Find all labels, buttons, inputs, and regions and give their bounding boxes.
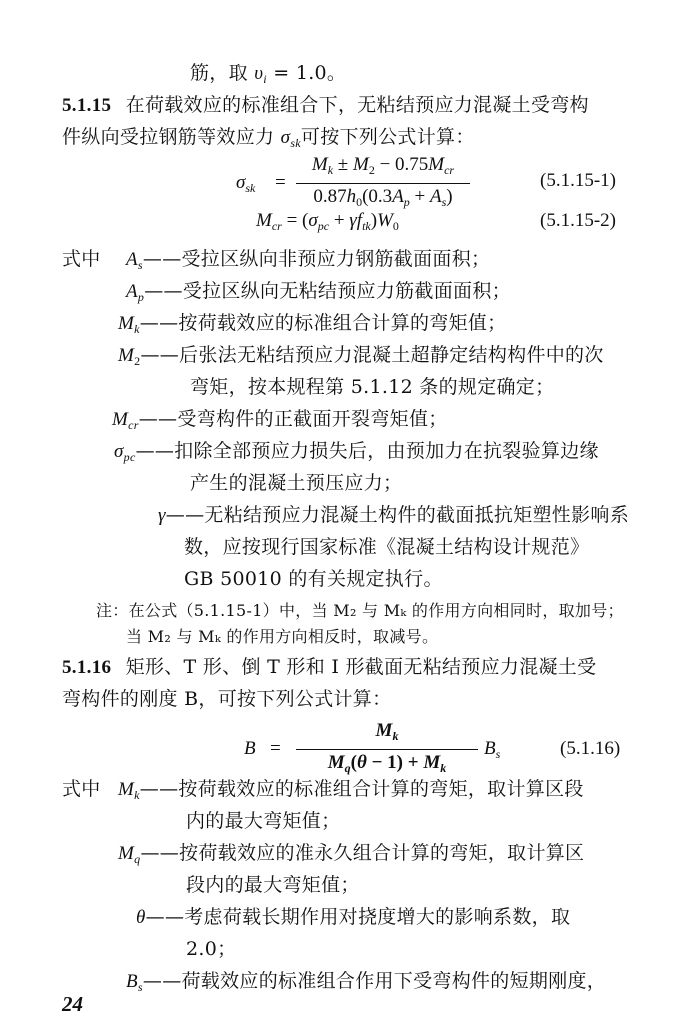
section-5-1-15-line2 <box>62 124 475 156</box>
sigma-symbol: σ <box>280 127 291 148</box>
definition-continuation: 段内的最大弯矩值； <box>186 874 360 896</box>
def-text: ——按荷载效应的标准组合计算的弯矩，取计算区段 <box>139 778 584 800</box>
def-text: ——受弯构件的正截面开裂弯矩值； <box>138 408 448 430</box>
eq1-lhs-subscript: sk <box>245 181 256 195</box>
section-text: 可按下列公式计算： <box>300 126 475 148</box>
def-symbol: A <box>126 249 138 270</box>
def-symbol: M <box>118 779 135 800</box>
definition-item <box>126 278 511 310</box>
eq3-tag: (5.1.16) <box>560 738 621 759</box>
continuation-suffix: = 1.0。 <box>266 62 347 84</box>
def-subscript: s <box>137 980 143 994</box>
equation-5-1-15-2: $M_{cr} = (\sigma_{pc} + \gamma f_{tk})W_0$ <box>256 210 399 233</box>
def-text: ——扣除全部预应力损失后，由预加力在抗裂验算边缘 <box>135 440 599 462</box>
definition-continuation: GB 50010 的有关规定执行。 <box>184 568 443 590</box>
definition-item <box>112 406 448 438</box>
definition-continuation: 内的最大弯矩值； <box>186 810 341 832</box>
eq3-fraction-bar <box>296 749 478 750</box>
def-subscript: k <box>134 788 140 802</box>
eq1-fraction-bar <box>296 183 470 184</box>
def-text: ——受拉区纵向非预应力钢筋截面面积； <box>142 248 491 270</box>
definition-continuation: 数，应按现行国家标准《混凝土结构设计规范》 <box>184 536 590 558</box>
eq3-rhs-symbol: B <box>484 738 496 759</box>
section-text: 件纵向受拉钢筋等效应力 <box>62 126 281 148</box>
definition-item <box>114 438 599 470</box>
section-text: 在荷载效应的标准组合下，无粘结预应力混凝土受弯构 <box>125 94 589 116</box>
def-symbol: M <box>118 345 135 366</box>
section-5-1-16-line1 <box>62 654 596 681</box>
definition-item <box>118 342 604 374</box>
continuation-line <box>190 60 346 92</box>
eq1-lhs <box>236 172 255 196</box>
eq1-lhs-symbol: σ <box>236 172 246 193</box>
sigma-subscript: sk <box>290 136 301 150</box>
definition-item <box>136 904 570 931</box>
def-text: ——后张法无粘结预应力混凝土超静定结构构件中的次 <box>140 344 604 366</box>
def-text: ——按荷载效应的准永久组合计算的弯矩，取计算区 <box>140 842 585 864</box>
definition-continuation: 2.0； <box>186 938 237 960</box>
upsilon-subscript: i <box>263 72 267 86</box>
def-symbol: θ <box>136 907 146 928</box>
where-label: 式中 <box>62 248 101 270</box>
def-text: ——受拉区纵向无粘结预应力筋截面面积； <box>144 280 511 302</box>
def-subscript: pc <box>123 450 136 464</box>
section-5-1-16-line2: 弯构件的刚度 B，可按下列公式计算： <box>62 688 392 710</box>
definition-item <box>118 840 584 872</box>
def-symbol: γ <box>158 505 166 526</box>
definition-continuation: 产生的混凝土预压应力； <box>190 472 403 494</box>
definition-item <box>118 776 584 808</box>
def-subscript: 2 <box>134 354 141 368</box>
eq3-lhs: B <box>244 738 256 759</box>
note-line-1: 注：在公式（5.1.15-1）中，当 M₂ 与 Mₖ 的作用方向相同时，取加号； <box>96 601 624 620</box>
eq1-tag: (5.1.15-1) <box>540 170 616 191</box>
definition-continuation: 弯矩，按本规程第 5.1.12 条的规定确定； <box>190 376 555 398</box>
def-symbol: M <box>118 843 135 864</box>
eq3-rhs-subscript: s <box>495 747 501 761</box>
def-subscript: q <box>134 852 141 866</box>
definition-item <box>158 502 629 529</box>
eq2-tag: (5.1.15-2) <box>540 210 616 231</box>
def-symbol: M <box>118 313 135 334</box>
def-symbol: σ <box>114 441 124 462</box>
eq1-equals: = <box>275 172 286 193</box>
def-text: ——按荷载效应的标准组合计算的弯矩值； <box>139 312 507 334</box>
def-subscript: s <box>137 258 143 272</box>
upsilon-symbol: υ <box>254 63 264 84</box>
section-5-1-15-line1 <box>62 92 589 119</box>
def-symbol: M <box>112 409 129 430</box>
section-number: 5.1.15 <box>62 95 112 116</box>
def-symbol: B <box>126 971 138 992</box>
page-number: 24 <box>62 992 83 1016</box>
def-text: ——荷载效应的标准组合作用下受弯构件的短期刚度， <box>142 970 607 992</box>
eq3-numerator: $M_k$ <box>375 720 399 743</box>
eq3-rhs <box>484 738 500 762</box>
def-subscript: k <box>134 322 140 336</box>
def-symbol: A <box>126 281 138 302</box>
continuation-prefix: 筋，取 <box>190 62 255 84</box>
eq3-equals: = <box>270 738 281 759</box>
def-subscript: p <box>137 290 145 304</box>
note-line-2: 当 M₂ 与 Mₖ 的作用方向相反时，取减号。 <box>126 627 439 646</box>
eq1-denominator: $0.87h_0(0.3A_p + A_s)$ <box>313 186 453 209</box>
definition-item <box>126 246 490 278</box>
def-text: ——无粘结预应力混凝土构件的截面抵抗矩塑性影响系 <box>165 504 629 526</box>
definition-item <box>126 968 606 1000</box>
section-text: 矩形、T 形、倒 T 形和 I 形截面无粘结预应力混凝土受 <box>125 656 597 678</box>
where-label: 式中 <box>62 778 101 800</box>
eq1-numerator: $M_k \pm M_2 - 0.75M_{cr}$ <box>311 154 455 177</box>
def-subscript: cr <box>128 418 139 432</box>
section-number: 5.1.16 <box>62 657 112 678</box>
def-text: ——考虑荷载长期作用对挠度增大的影响系数，取 <box>145 906 571 928</box>
eq3-denominator: $M_q(\theta - 1) + M_k$ <box>327 752 447 775</box>
definition-item <box>118 310 506 342</box>
